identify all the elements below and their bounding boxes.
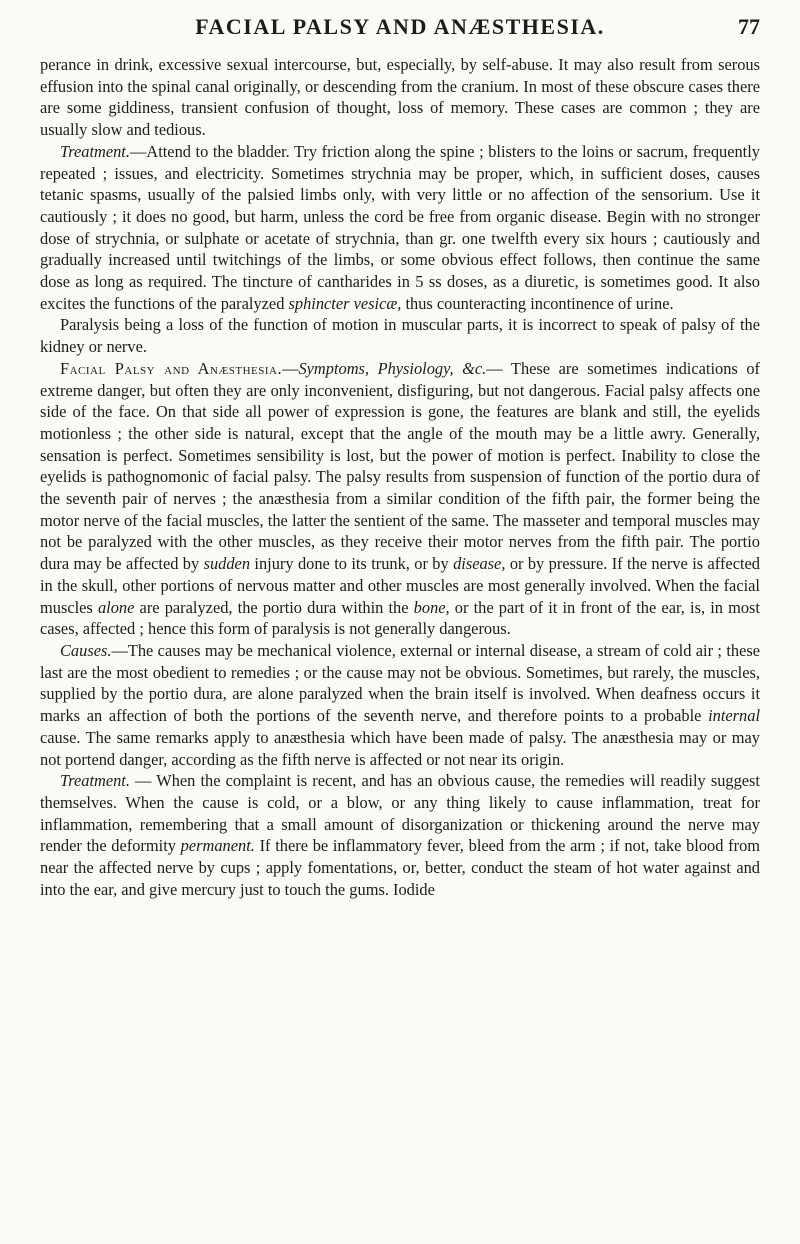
text-run: — These are sometimes indications of extreme danger, but often they are only inconvenient, disfiguring, but not dangerous. Facial palsy affects one side of the face. On that side all power of expression is gone, the features are blank and still, the eyelids motionless ; the other side is natural, except that the angle of the mouth may be a little awry. Generally, sensation is perfect. Sometimes sensibility is lost, but the power of motion is perfect. Inability to close the eyelids is pathognomonic of facial palsy. The palsy results from suspension of function of the portio dura of the seventh pair of nerves ; the anæsthesia from a similar condition of the fifth pair, the former being the motor nerve of the facial muscles, the latter the sentient of the same. The masseter and temporal muscles may not be paralyzed with the other muscles, as they receive their motor nerves from the fifth pair. The portio dura may be affected by — [40, 358, 760, 574]
italic-text: disease, — [453, 554, 506, 574]
italic-text: permanent. — [180, 836, 255, 856]
text-run: are paralyzed, the portio dura within the — [134, 597, 414, 617]
text-run: —Attend to the bladder. Try friction along the spine ; blisters to the loins or sacrum, frequently repeated ; issues, and electricity. Sometimes strychnia may be proper, which, in sufficient doses, causes tetanic spasms, usually of the palsied limbs only, with very little or no affection of the sensorium. Use it cautiously ; it does no good, but harm, unless the cord be free from organic disease. Begin with no stronger dose of strychnia, or sulphate or acetate of strychnia, than gr. one twelfth every six hours ; cautiously and gradually increased until twitchings of the limbs, or some obvious effect follows, then continue the same dose as long as required. The tincture of cantharides in 5 ss doses, as a diuretic, is sometimes good. It also excites the functions of the paralyzed — [40, 141, 760, 313]
italic-text: bone, — [413, 597, 450, 617]
text-run: Paralysis being a loss of the function of motion in muscular parts, it is incorrect to speak of palsy of the kidney or nerve. — [40, 315, 760, 357]
page-header — [40, 14, 760, 52]
body-text — [40, 54, 760, 900]
paragraph — [40, 141, 760, 315]
text-run: — When the complaint is recent, and has an obvious cause, the remedies will readily suggest themselves. When the cause is cold, or a blow, or any thing likely to cause inflammation, treat for inflammation, remembering that a small amount of disorganization or thickening around the nerve may render the deformity — [40, 771, 760, 856]
text-run: or by pressure. If the nerve is affected in the skull, other portions of nervous matter and other muscles are most generally involved. When the facial muscles — [40, 554, 760, 617]
text-run: injury done to its trunk, or by — [250, 554, 454, 574]
italic-text: sudden — [203, 554, 251, 574]
text-run: or the part of it in front of the ear, is, in most cases, affected ; hence this form of paralysis is not generally dangerous. — [40, 597, 760, 639]
paragraph — [40, 314, 760, 357]
italic-text: alone — [97, 597, 135, 617]
text-run: cause. The same remarks apply to anæsthesia which have been made of palsy. The anæsthesia may or may not portend danger, according as the fifth nerve is affected or not near its origin. — [40, 727, 760, 769]
italic-text: Causes. — [60, 640, 112, 660]
page-number: 77 — [738, 14, 760, 39]
text-run: thus counteracting incontinence of urine. — [401, 293, 674, 313]
text-run: —The causes may be mechanical violence, external or internal disease, a stream of cold air ; these last are the most obedient to remedies ; or the cause may not be obvious. Sometimes, but rarely, the muscles, supplied by the portio dura, are alone paralyzed when the brain itself is involved. When deafness occurs it marks an affection of both the portions of the seventh nerve, and therefore points to a probable — [40, 640, 760, 726]
running-title: FACIAL PALSY AND ANÆSTHESIA. — [195, 14, 605, 39]
paragraph — [40, 54, 760, 141]
italic-text: Treatment. — [60, 771, 130, 791]
paragraph — [40, 770, 760, 900]
paragraph — [40, 640, 760, 770]
text-run: — — [282, 358, 299, 378]
small-caps-heading: Facial Palsy and Anæsthesia. — [60, 358, 283, 378]
italic-text: Treatment. — [60, 141, 130, 161]
text-run: perance in drink, excessive sexual intercourse, but, especially, by self-abuse. It may also result from serous effusion into the spinal canal originally, or descending from the cranium. In most of these obscure cases there are some giddiness, transient confusion of thought, loss of memory. These cases are common ; they are usually slow and tedious. — [40, 55, 760, 140]
italic-text: internal — [708, 706, 760, 726]
italic-text: sphincter vesicæ, — [288, 293, 402, 313]
paragraph — [40, 358, 760, 640]
text-run: If there be inflammatory fever, bleed from the arm ; if not, take blood from near the affected nerve by cups ; apply fomentations, or, better, conduct the steam of hot water against and into the ear, and give mercury just to touch the gums. Iodide — [40, 836, 761, 899]
italic-text: Symptoms, Physiology, &c. — [298, 358, 487, 378]
